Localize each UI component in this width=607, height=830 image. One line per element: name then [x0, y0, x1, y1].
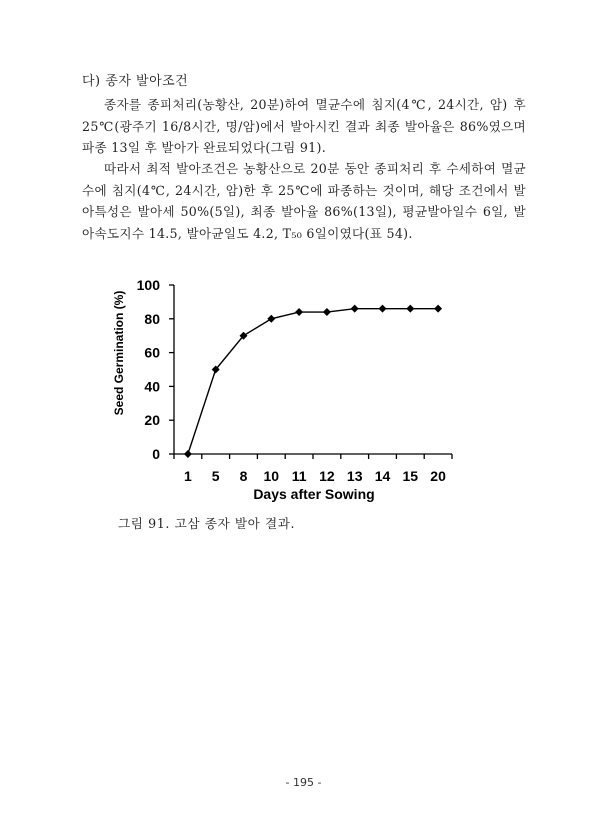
data-point-marker — [351, 305, 359, 313]
y-tick-label: 20 — [144, 412, 160, 429]
data-point-marker — [323, 308, 331, 316]
x-tick-label: 1 — [184, 468, 192, 484]
x-tick-label: 5 — [211, 468, 220, 484]
x-tick-label: 12 — [319, 468, 335, 484]
x-tick-label: 10 — [263, 468, 280, 484]
paragraph-optimal-conditions: 따라서 최적 발아조건은 농황산으로 20분 동안 종피처리 후 수세하여 멸균수에 침지(4℃, 24시간, 암)한 후 25℃에 파종하는 것이며, 해당 조건에서 발아특성은 발아세 50%(5일), 최종 발아율 86%(13일), 평균발아일수 6일, 발아속도지수 14.5, 발아균일도 4.2, T₅₀ 6일이였다(표 54). — [82, 161, 526, 241]
page-number: - 195 - — [285, 776, 322, 789]
y-tick-label: 60 — [144, 344, 160, 361]
data-point-marker — [295, 308, 303, 316]
data-point-marker — [267, 315, 275, 323]
section-heading: 다) 종자 발아조건 — [82, 74, 189, 89]
data-point-marker — [379, 305, 387, 313]
x-tick-label: 20 — [430, 468, 446, 484]
x-axis-label: Days after Sowing — [253, 486, 375, 502]
x-tick-label: 14 — [374, 468, 391, 484]
x-axis — [174, 454, 452, 484]
paragraph-germination-result: 종자를 종피처리(농황산, 20분)하여 멸균수에 침지(4℃, 24시간, 암) 후 25℃(광주기 16/8시간, 명/암)에서 발아시킨 결과 최종 발아율은 86%였으며 파종 13일 후 발아가 완료되었다(그림 91). — [82, 97, 526, 155]
x-tick-label: 13 — [346, 468, 363, 484]
y-axis — [137, 277, 174, 462]
data-point-marker — [184, 450, 192, 458]
y-tick-label: 40 — [144, 378, 160, 395]
y-tick-label: 80 — [144, 310, 160, 327]
y-tick-label: 100 — [136, 277, 160, 293]
x-tick-label: 8 — [239, 468, 248, 484]
data-point-marker — [406, 305, 414, 313]
x-tick-label: 15 — [402, 468, 419, 484]
data-series — [184, 305, 442, 458]
y-axis-label: Seed Germination (%) — [112, 290, 126, 416]
y-tick-label: 0 — [152, 446, 160, 462]
data-point-marker — [434, 305, 442, 313]
x-tick-label: 11 — [291, 468, 307, 484]
figure-caption: 그림 91. 고삼 종자 발아 결과. — [118, 516, 296, 531]
